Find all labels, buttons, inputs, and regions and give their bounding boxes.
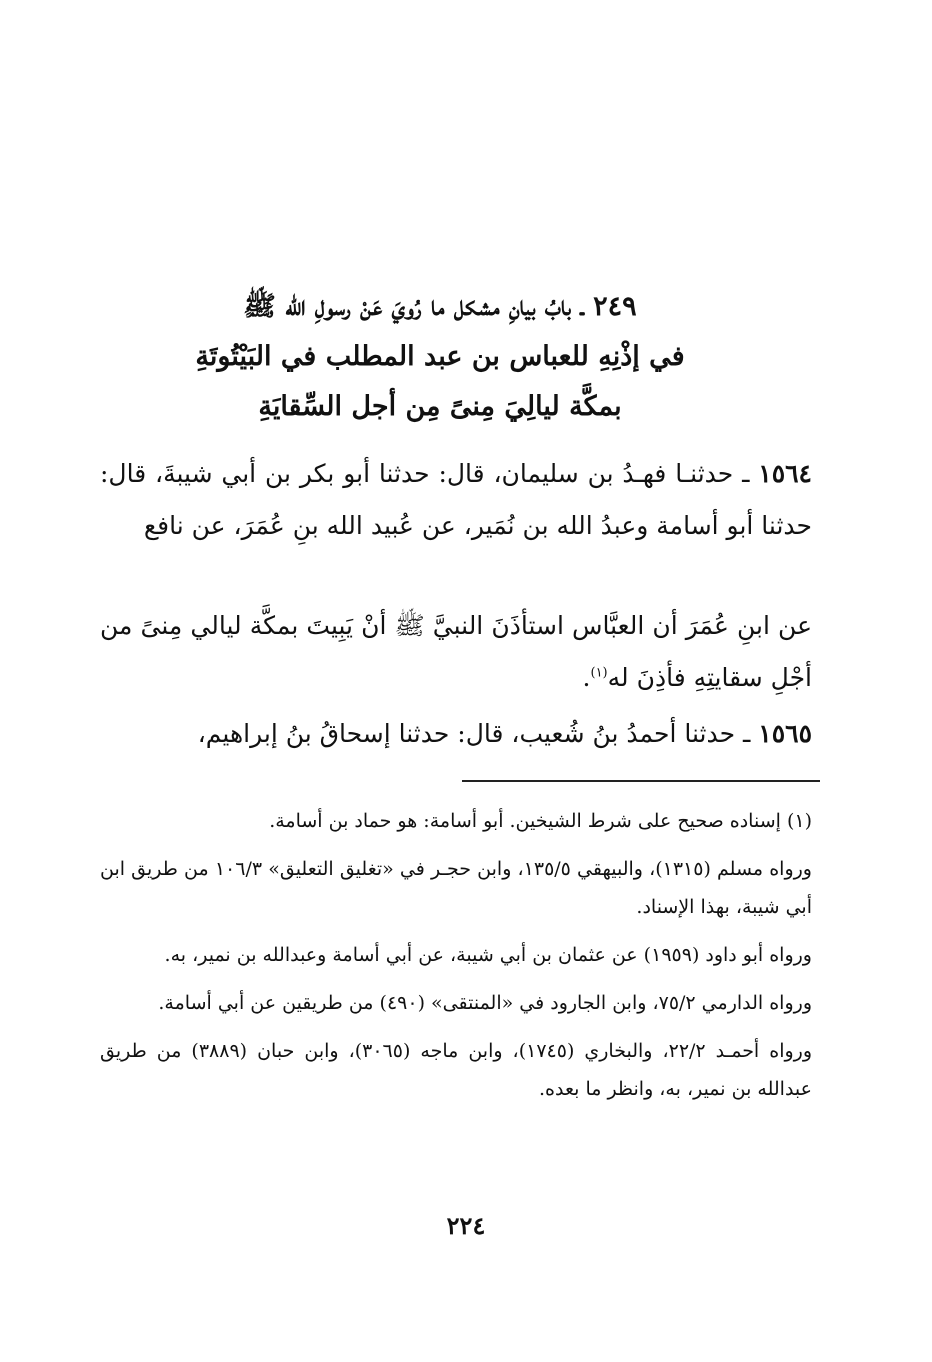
- sentence-end: .: [582, 663, 591, 692]
- footnote-marker: (١): [590, 665, 608, 681]
- footnote-5: ورواه أحمـد ٢٢/٢، والبخاري (١٧٤٥)، وابن ماجه (٣٠٦٥)، وابن حبان (٣٨٨٩) من طريق عبدالله بن نمير، به، وانظر ما بعده.: [100, 1040, 812, 1100]
- chapter-heading: [150, 282, 730, 432]
- footnote-1: (١) إسناده صحيح على شرط الشيخين. أبو أسامة: هو حماد بن أسامة.: [269, 810, 812, 832]
- footnotes: [100, 802, 812, 1118]
- footnote-4: ورواه الدارمي ٧٥/٢، وابن الجارود في «المنتقى» (٤٩٠) من طريقين عن أبي أسامة.: [158, 992, 812, 1014]
- chapter-heading-line-2: في إذْنِهِ للعباس بن عبد المطلب في البَيْتُوتَةِ: [195, 341, 685, 372]
- footnote-2: ورواه مسلم (١٣١٥)، والبيهقي ١٣٥/٥، وابن حجـر في «تغليق التعليق» ١٠٦/٣ من طريق ابن أبي شيبة، بهذا الإسناد.: [100, 858, 812, 918]
- hadith-number: ١٥٦٤: [758, 459, 812, 488]
- hadith-chain-text: ـ حدثنـا فهـدُ بن سليمان، قال: حدثنا أبو بكر بن أبي شيبةَ، قال: حدثنا أبو أسامة وعبدُ الله بن نُمَير، عن عُبيد الله بنِ عُمَرَ، عن نافع: [100, 459, 812, 540]
- hadith-1564: [100, 448, 812, 552]
- chapter-heading-line-1: ٢٤٩ ـ بابُ بيانِ مشكل ما رُويَ عَنْ رسولِ الله ﷺ: [243, 291, 637, 322]
- hadith-1564-matn: [100, 600, 812, 704]
- hadith-1565: [100, 708, 812, 760]
- chapter-heading-line-3: بمكَّة ليالِيَ مِنىً مِن أجل السِّقايَةِ: [258, 391, 622, 422]
- page-number: ٢٢٤: [446, 1211, 486, 1240]
- hadith-matn-text: عن ابنِ عُمَرَ أن العبَّاس استأذَنَ النبيَّ ﷺ أنْ يَبِيتَ بمكَّة ليالي مِنىً من أجْلِ سقايتِهِ فأذِنَ له: [100, 611, 812, 692]
- footnote-divider: [462, 780, 820, 782]
- hadith-number: ١٥٦٥: [758, 719, 812, 748]
- footnote-3: ورواه أبو داود (١٩٥٩) عن عثمان بن أبي شيبة، عن أبي أسامة وعبدالله بن نمير، به.: [164, 944, 812, 966]
- hadith-chain-text: ـ حدثنا أحمدُ بنُ شُعيب، قال: حدثنا إسحاقُ بنُ إبراهيم،: [197, 719, 751, 748]
